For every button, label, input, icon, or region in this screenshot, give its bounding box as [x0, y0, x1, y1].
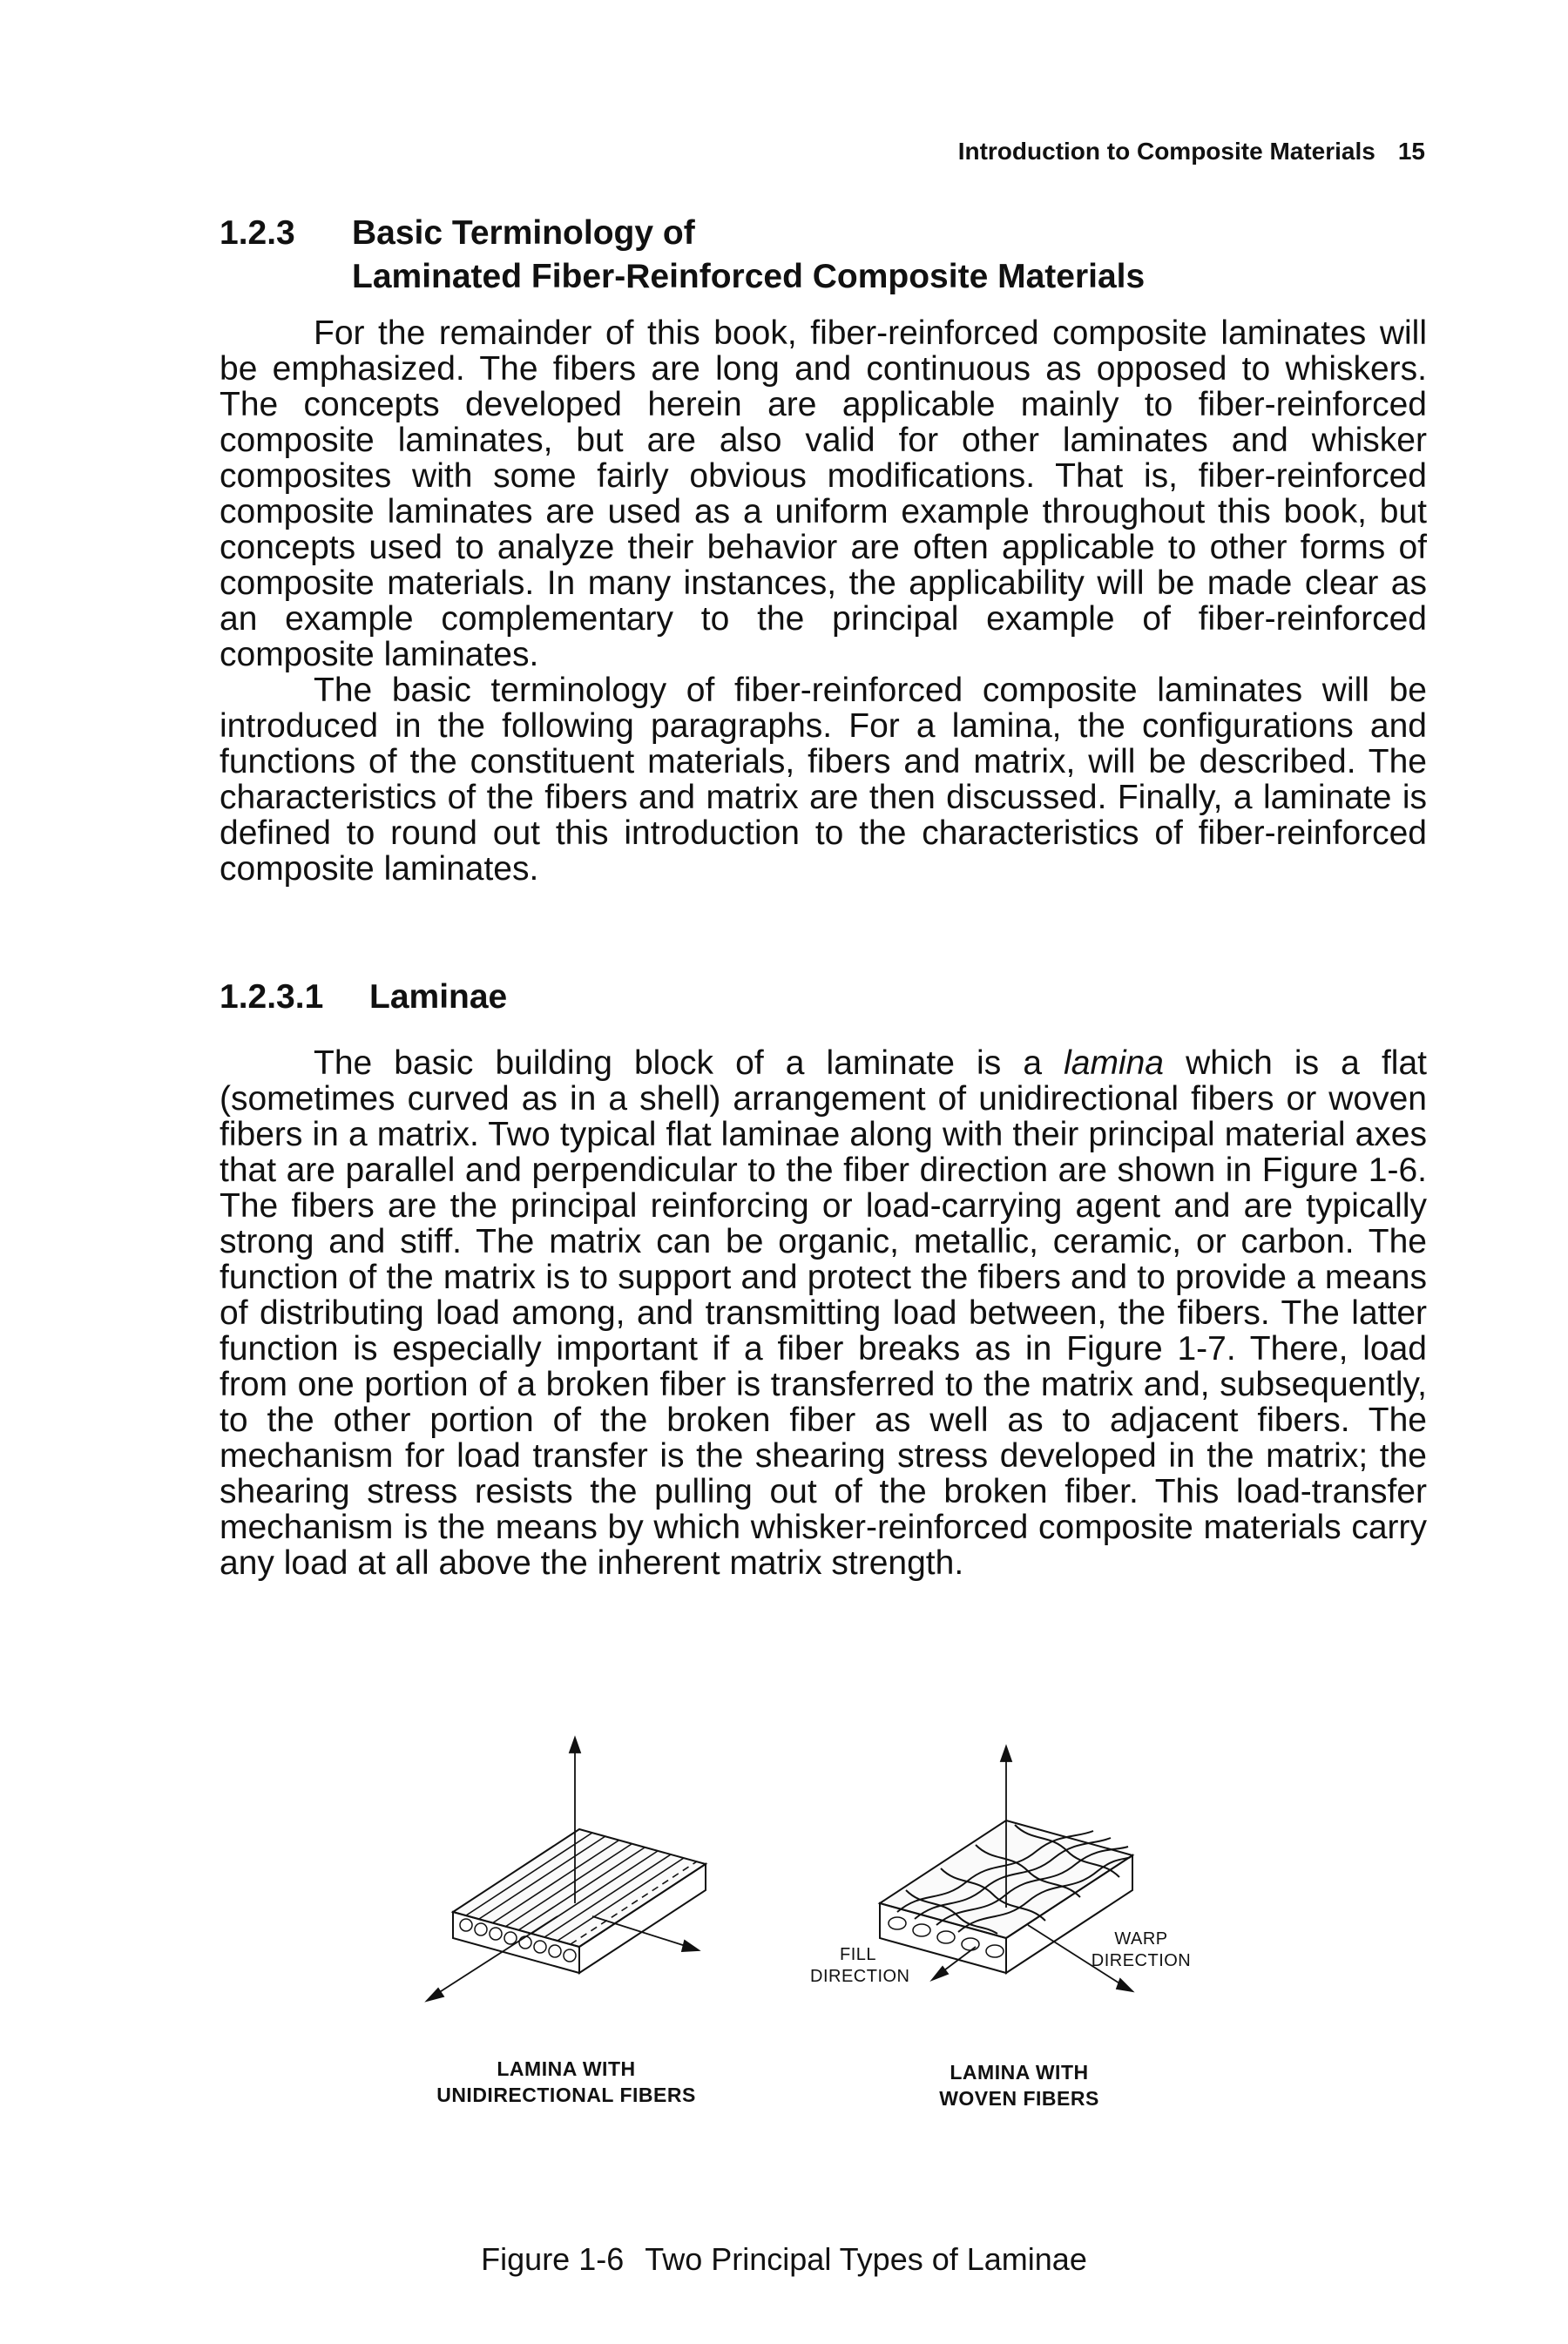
woven-label [871, 2059, 1167, 2111]
woven-label-line-1: LAMINA WITH [950, 2061, 1089, 2084]
unidirectional-label-line-1: LAMINA WITH [497, 2057, 636, 2080]
subsection-title: Laminae [369, 978, 508, 1016]
unidirectional-label-line-2: UNIDIRECTIONAL FIBERS [436, 2084, 696, 2106]
lamina-term: lamina [1064, 1044, 1164, 1082]
figure-caption [0, 2241, 1568, 2278]
warp-label-line-1: WARP [1114, 1929, 1168, 1949]
running-head-title: Introduction to Composite Materials [957, 138, 1375, 165]
running-head [828, 138, 1425, 165]
section-number: 1.2.3 [220, 214, 295, 252]
section-title [352, 212, 1397, 299]
figure-1-6 [0, 1733, 1568, 2221]
laminae-text-rest: which is a flat (sometimes curved as in a shell) arrangement of unidirectional fibers or woven fibers in a matrix. Two typical flat laminae along with their principal material axes that are parallel and perpendicular to the fiber direction are shown in Figure 1-6. The fibers are the principal reinforcing or load-carrying agent and are typically strong and stiff. The matrix can be organic, metallic, ceramic, or carbon. The function of the matrix is to support and protect the fibers and to provide a means of distributing load among, and transmitting load between, the fibers. The latter function is especially important if a fiber breaks as in Figure 1-7. There, load from one portion of a broken fiber is transferred to the matrix and, subsequently, to the other portion of the broken fiber as well as to adjacent fibers. The mechanism for load transfer is the shearing stress developed in the matrix; the shearing stress resists the pulling out of the broken fiber. This load-transfer mechanism is the means by which whisker-reinforced composite materials carry any load at all above the inherent matrix strength. [220, 1044, 1427, 1582]
figure-drawing [0, 1733, 1568, 2221]
subsection-heading [220, 976, 507, 1019]
section-title-line-1: Basic Terminology of [352, 214, 695, 252]
subsection-number: 1.2.3.1 [220, 978, 324, 1016]
woven-label-line-2: WOVEN FIBERS [939, 2087, 1099, 2110]
unidirectional-lamina [427, 1738, 706, 2001]
paragraph-1: For the remainder of this book, fiber-reinforced composite laminates will be emphasized. The fibers are long and continuous as opposed to whiskers. The concepts developed herein are applicable mainly to fiber-reinforced composite laminates, but are also valid for other laminates and whisker composites with some fairly obvious modifications. That is, fiber-reinforced composite laminates are used as a uniform example throughout this book, but concepts used to analyze their behavior are often applicable to other forms of composite materials. In many instances, the applicability will be made clear as an example complementary to the principal example of fiber-reinforced composite laminates. [220, 314, 1427, 673]
unidirectional-label [383, 2056, 749, 2108]
page-number: 15 [1397, 138, 1425, 165]
warp-direction-label [1076, 1929, 1206, 1972]
intro-text [220, 315, 1427, 887]
laminae-text [220, 1045, 1427, 1581]
paragraph-2: The basic terminology of fiber-reinforced composite laminates will be introduced in the following paragraphs. For a lamina, the configurations and functions of the constituent materials, fibers and matrix, will be described. The characteristics of the fibers and matrix are then discussed. Finally, a laminate is defined to round out this introduction to the characteristics of fiber-reinforced composite laminates. [220, 672, 1427, 888]
fill-label-line-2: DIRECTION [810, 1967, 910, 1986]
caption-figure-number: Figure 1-6 [481, 2241, 625, 2277]
laminae-text-start: The basic building block of a laminate is a [314, 1044, 1064, 1082]
fill-label-line-1: FILL [839, 1945, 877, 1964]
paragraph-laminae [220, 1045, 1427, 1581]
caption-text: Two Principal Types of Laminae [645, 2241, 1087, 2277]
warp-label-line-2: DIRECTION [1091, 1951, 1192, 1970]
section-title-line-2: Laminated Fiber-Reinforced Composite Materials [352, 258, 1146, 295]
fill-direction-label [810, 1944, 910, 1988]
